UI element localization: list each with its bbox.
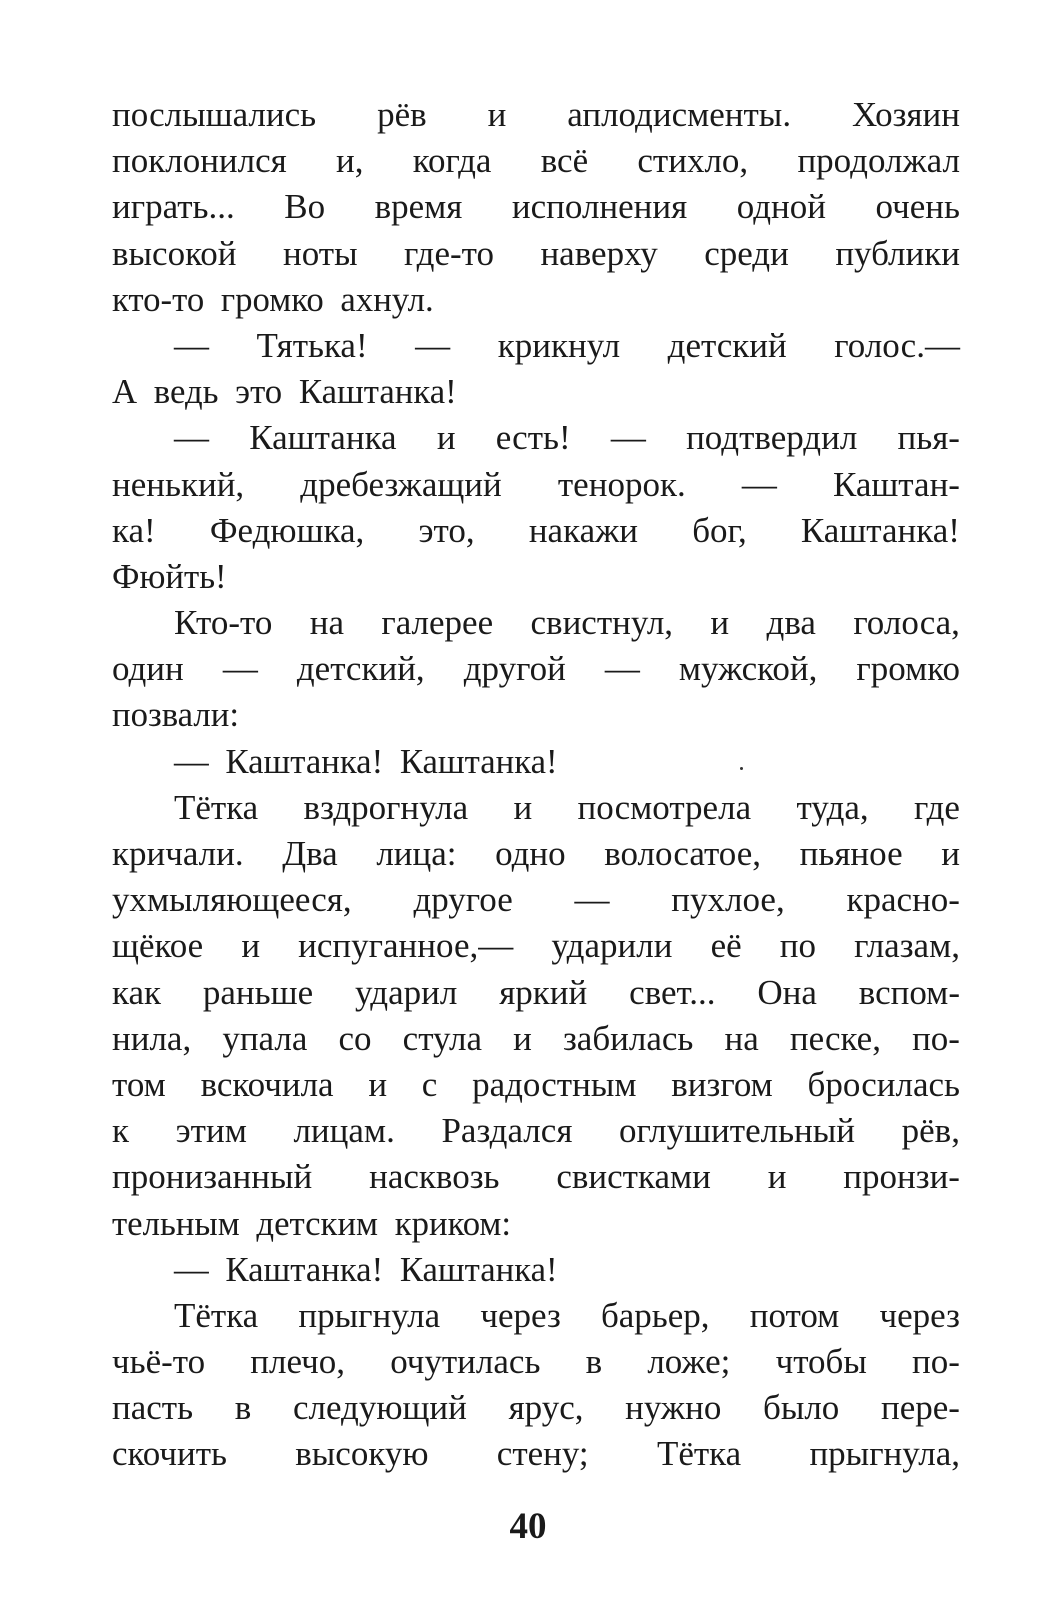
word: через <box>879 1295 960 1335</box>
word: ударил <box>354 972 458 1012</box>
word: кричали. <box>112 834 244 873</box>
word: насквозь <box>369 1157 500 1197</box>
word: детский <box>667 325 787 365</box>
word: галерее <box>381 603 494 643</box>
word: глазам, <box>854 926 960 966</box>
word: Каштан- <box>832 464 960 504</box>
word: Раздался <box>441 1111 573 1151</box>
word: дребезжащий <box>300 464 502 504</box>
text-line <box>112 323 960 369</box>
text-line: кто-то громко ахнул. <box>112 279 434 319</box>
word: Два <box>282 834 338 873</box>
word: потом <box>749 1295 840 1335</box>
text-line <box>112 231 960 277</box>
word: ненький, <box>112 464 245 504</box>
word: и <box>487 95 507 134</box>
word: Кто-то <box>174 603 273 643</box>
word: — <box>741 464 777 504</box>
word: наверху <box>540 233 658 273</box>
word: Она <box>757 972 817 1012</box>
word: Тётка <box>174 787 259 827</box>
word: щёкое <box>112 926 204 966</box>
word: этим <box>175 1111 247 1151</box>
word: и, <box>336 141 364 181</box>
word: ударили <box>551 926 673 966</box>
word: с <box>421 1064 438 1104</box>
word: другое <box>413 880 513 920</box>
text-line <box>112 785 960 831</box>
word: прыгнула, <box>809 1434 960 1474</box>
word: в <box>234 1388 252 1428</box>
word: Хозяин <box>852 95 960 134</box>
word: вскочила <box>200 1064 334 1104</box>
word: — <box>222 649 258 689</box>
word: стула <box>402 1018 483 1058</box>
word: посмотрела <box>577 787 752 827</box>
word: свистками <box>556 1157 711 1197</box>
text-line <box>112 1108 960 1154</box>
word: нужно <box>625 1388 722 1428</box>
word: одной <box>736 187 826 227</box>
text-line <box>112 600 960 646</box>
word: по- <box>912 1018 960 1058</box>
word: — <box>574 880 610 920</box>
word: Каштанка <box>249 418 397 458</box>
word: продолжал <box>797 141 960 181</box>
word: два <box>766 603 816 643</box>
word: со <box>338 1018 372 1058</box>
word: тенорок. <box>557 464 686 504</box>
word: ка! <box>112 510 156 550</box>
word: визгом <box>671 1064 773 1104</box>
text-line: тельным детским криком: <box>112 1203 512 1243</box>
word: высокой <box>112 233 237 273</box>
text-line <box>112 1293 960 1339</box>
word: — <box>604 649 640 689</box>
word: скочить <box>112 1434 227 1474</box>
word: голоса, <box>853 603 960 643</box>
word: играть... <box>112 187 235 227</box>
word: где <box>914 787 960 827</box>
word: её <box>710 926 742 966</box>
word: по <box>779 926 816 966</box>
word: голос.— <box>834 325 960 365</box>
print-speck <box>740 767 743 770</box>
word: пухлое, <box>671 880 785 920</box>
word: свистнул, <box>530 603 674 643</box>
text-line <box>112 1385 960 1431</box>
word: пере- <box>880 1388 960 1428</box>
word: через <box>480 1295 561 1335</box>
word: где-то <box>404 233 494 273</box>
word: Тётка <box>656 1434 742 1474</box>
word: упала <box>222 1018 308 1058</box>
word: раньше <box>202 972 314 1012</box>
word: чьё-то <box>112 1342 206 1382</box>
word: волосатое, <box>604 834 762 873</box>
word: яркий <box>499 972 588 1012</box>
word: подтвердил <box>686 418 858 458</box>
word: другой <box>463 649 566 689</box>
word: исполнения <box>511 187 688 227</box>
text-line: позвали: <box>112 695 239 735</box>
word: Во <box>284 187 326 227</box>
word: публики <box>835 233 960 273</box>
word: забилась <box>562 1018 694 1058</box>
word: детский, <box>296 649 425 689</box>
text-line <box>112 92 960 138</box>
page-number: 40 <box>509 1506 547 1547</box>
word: пьяное <box>799 834 903 873</box>
word: Федюшка, <box>209 510 365 550</box>
word: было <box>763 1388 840 1428</box>
word: высокую <box>295 1434 429 1474</box>
word: плечо, <box>250 1342 345 1382</box>
word: — <box>415 325 451 365</box>
word: в <box>585 1342 603 1382</box>
text-line: Фюйть! <box>112 556 227 596</box>
word: время <box>374 187 463 227</box>
text-line <box>112 1154 960 1200</box>
word: рёв, <box>901 1111 960 1151</box>
word: когда <box>412 141 492 181</box>
text-line <box>112 831 960 877</box>
text-line: А ведь это Каштанка! <box>112 372 457 412</box>
word: как <box>112 972 162 1012</box>
word: нила, <box>112 1018 192 1058</box>
word: — <box>174 325 209 365</box>
text-line <box>112 508 960 554</box>
text-line <box>112 970 960 1016</box>
word: всё <box>540 141 589 181</box>
word: стихло, <box>637 141 749 181</box>
word: к <box>112 1111 130 1151</box>
word: бог, <box>692 510 747 550</box>
text-line <box>112 184 960 230</box>
word: и <box>710 603 730 643</box>
word: стену; <box>496 1434 589 1474</box>
word: свет... <box>629 972 716 1012</box>
text-line <box>112 462 960 508</box>
word: послышались <box>112 95 317 134</box>
word: ложе; <box>647 1342 731 1382</box>
word: испуганное,— <box>298 926 514 966</box>
word: лица: <box>376 834 457 873</box>
body-text <box>112 92 960 1478</box>
word: один <box>112 649 184 689</box>
word: среди <box>704 233 789 273</box>
word: крикнул <box>497 325 621 365</box>
word: рёв <box>377 95 427 134</box>
text-line <box>112 415 960 461</box>
word: чтобы <box>775 1342 867 1382</box>
word: прыгнула <box>298 1295 441 1335</box>
text-line <box>112 138 960 184</box>
word: ухмыляющееся, <box>112 880 352 920</box>
word: — <box>610 418 646 458</box>
word: и <box>941 834 960 873</box>
word: барьер, <box>600 1295 710 1335</box>
word: бросилась <box>807 1064 960 1104</box>
word: Тётка <box>174 1295 259 1335</box>
word: и <box>241 926 261 966</box>
word: и <box>436 418 456 458</box>
word: громко <box>856 649 960 689</box>
word: мужской, <box>678 649 818 689</box>
word: ноты <box>283 233 358 273</box>
text-line <box>112 1431 960 1477</box>
text-line <box>112 1339 960 1385</box>
word: красно- <box>846 880 960 920</box>
text-line <box>112 646 960 692</box>
word: том <box>112 1064 166 1104</box>
word: оглушительный <box>619 1111 856 1151</box>
word: туда, <box>796 787 869 827</box>
word: Тятька! <box>256 325 368 365</box>
word: следующий <box>292 1388 467 1428</box>
text-line: — Каштанка! Каштанка! <box>174 1249 558 1289</box>
word: аплодисменты. <box>567 95 792 134</box>
word: радостным <box>472 1064 637 1104</box>
word: и <box>513 787 533 827</box>
word: это, <box>418 510 475 550</box>
text-line <box>112 1062 960 1108</box>
word: очень <box>875 187 960 227</box>
word: пронзи- <box>843 1157 960 1197</box>
word: Каштанка! <box>800 510 960 550</box>
word: есть! <box>495 418 571 458</box>
word: пронизанный <box>112 1157 313 1197</box>
word: накажи <box>528 510 639 550</box>
word: вспом- <box>858 972 960 1012</box>
word: лицам. <box>293 1111 395 1151</box>
word: и <box>767 1157 787 1197</box>
text-line <box>112 877 960 923</box>
word: пасть <box>112 1388 194 1428</box>
word: поклонился <box>112 141 287 181</box>
text-line <box>112 1016 960 1062</box>
word: очутилась <box>390 1342 541 1382</box>
word: одно <box>495 834 566 873</box>
word: и <box>368 1064 388 1104</box>
word: на <box>309 603 344 643</box>
text-line <box>112 923 960 969</box>
word: ярус, <box>508 1388 584 1428</box>
word: — <box>174 418 209 458</box>
word: по- <box>912 1342 960 1382</box>
word: и <box>513 1018 532 1058</box>
word: пья- <box>897 418 960 458</box>
word: на <box>724 1018 759 1058</box>
text-line: — Каштанка! Каштанка! <box>174 741 558 781</box>
word: песке, <box>789 1018 881 1058</box>
word: вздрогнула <box>303 787 469 827</box>
